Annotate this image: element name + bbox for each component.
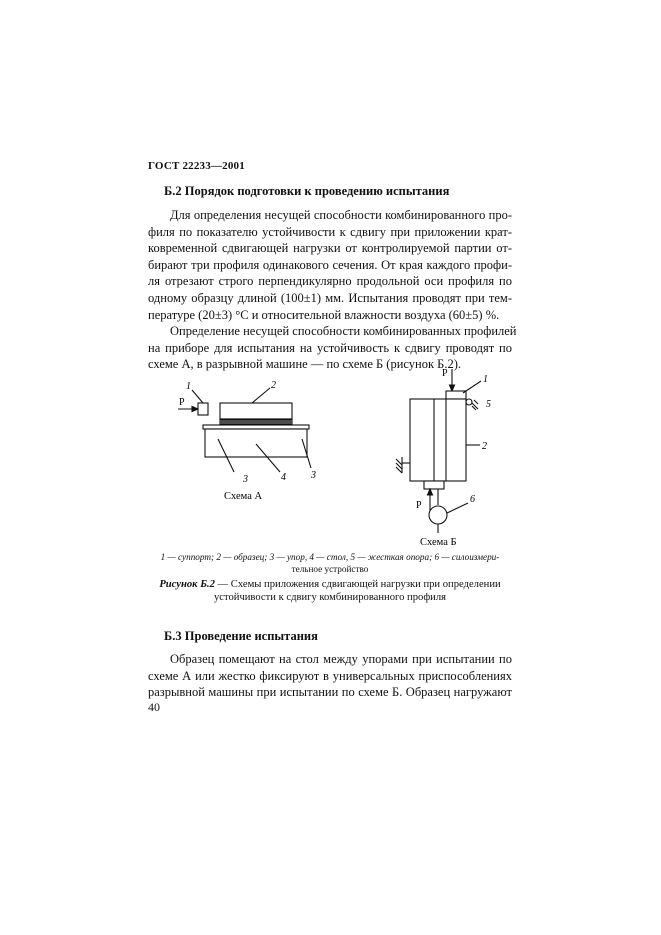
scheme-a-caption: Схема А [224, 491, 263, 502]
bottom-grip [424, 481, 444, 489]
scheme-b-diagram [388, 365, 498, 550]
label-2: 2 [482, 441, 487, 452]
label-3-right: 3 [311, 470, 316, 481]
label-force-bottom: P [416, 500, 422, 511]
sample-body [410, 399, 466, 481]
arrow-head [450, 385, 455, 391]
label-2: 2 [271, 380, 276, 391]
label-4: 4 [281, 472, 286, 483]
section-b3-title: Б.3 Проведение испытания [164, 629, 318, 643]
section-b2-paragraph-1 [148, 207, 512, 323]
paragraph-line: ковременной сдвигающей нагрузки от контролируемой партии от- [148, 241, 512, 256]
section-b2-title: Б.2 Порядок подготовки к проведению испытания [164, 184, 450, 198]
leader-line [192, 390, 203, 403]
paragraph-line: ля отрезают строго перпендикулярно продольной оси профиля по [148, 274, 512, 289]
leader-line [447, 503, 468, 513]
document-header: ГОСТ 22233—2001 [148, 160, 245, 172]
figure-caption-text: — Схемы приложения сдвигающей нагрузки при определении [214, 579, 501, 590]
legend-line: тельное устройство [291, 564, 369, 574]
paragraph-line: филя по показателю устойчивости к сдвигу при приложении крат- [148, 224, 512, 239]
label-force-top: P [442, 368, 448, 379]
section-b3-paragraph [148, 651, 512, 701]
paragraph-line: пературе (20±3) °С и относительной влажности воздуха (60±5) %. [148, 307, 500, 322]
paragraph-line: Образец помещают на стол между упорами при испытании по [170, 652, 512, 666]
label-6: 6 [470, 494, 475, 505]
scheme-b-caption: Схема Б [420, 537, 457, 548]
leader-line [252, 388, 270, 403]
paragraph-line: Для определения несущей способности комбинированного про- [170, 208, 512, 222]
figure-caption [148, 578, 512, 604]
paragraph-line: схеме А или жестко фиксируют в универсальных приспособлениях [148, 668, 512, 683]
paragraph-line: одному образцу длиной (100±1) мм. Испытания проводят при тем- [148, 290, 512, 305]
leader-line [463, 381, 481, 393]
rigid-support-pin [466, 399, 472, 405]
scheme-a-diagram [170, 372, 330, 507]
label-force: P [179, 397, 185, 408]
figure-legend [148, 551, 512, 575]
label-1: 1 [483, 374, 488, 385]
paragraph-line: бирают три профиля одинакового сечения. От края каждого профи- [148, 257, 512, 272]
paragraph-line: на приборе для испытания на устойчивость к сдвигу проводят по [148, 340, 512, 355]
paragraph-line: схеме А, в разрывной машине — по схеме Б (рисунок Б.2). [148, 357, 462, 372]
sample-body [220, 403, 292, 419]
label-5: 5 [486, 399, 491, 410]
arrow-head [192, 407, 198, 412]
figure-caption-prefix: Рисунок Б.2 [159, 579, 215, 590]
force-meter [429, 506, 447, 524]
figure-caption-line: устойчивости к сдвигу комбинированного профиля [213, 592, 447, 603]
top-grip [446, 391, 466, 399]
page-number: 40 [148, 700, 160, 714]
sample-core [220, 419, 292, 425]
label-3: 3 [243, 474, 248, 485]
legend-line: 1 — суппорт; 2 — образец; 3 — упор, 4 — стол, 5 — жесткая опора; 6 — силоизмери- [160, 552, 500, 562]
paragraph-line: Определение несущей способности комбинированных профилей [170, 324, 517, 338]
label-1: 1 [186, 381, 191, 392]
paragraph-line: разрывной машины при испытании по схеме Б. Образец нагружают [148, 685, 512, 700]
support-block [198, 403, 208, 415]
